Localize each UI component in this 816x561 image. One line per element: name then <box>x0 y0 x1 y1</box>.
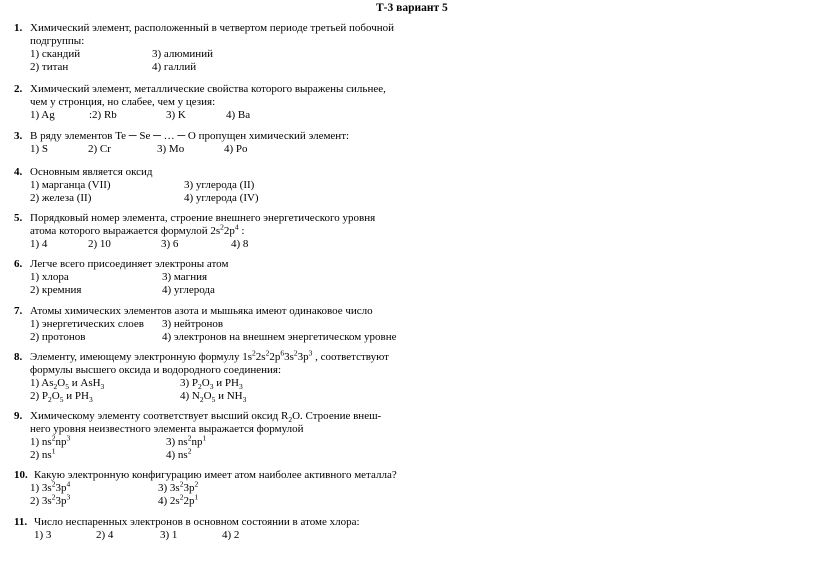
question-number: 7. <box>14 305 23 317</box>
formula-text: 4) 2s <box>158 495 180 507</box>
question-9 <box>14 410 381 462</box>
subscript: 5 <box>59 395 64 405</box>
formula-text: 1) 3s <box>30 482 52 494</box>
option-2[interactable]: 2) железа (II) <box>30 192 92 204</box>
option-4[interactable]: 4) Ba <box>226 109 251 121</box>
formula-text: 2) P <box>30 390 49 402</box>
question-11 <box>14 516 360 542</box>
question-text: него уровня неизвестного элемента выражается формулой <box>30 423 304 435</box>
formula-text: 3) 3s <box>158 482 180 494</box>
option-2[interactable] <box>30 390 93 403</box>
superscript: 2 <box>194 479 199 489</box>
option-3[interactable]: 3) алюминий <box>152 48 213 60</box>
option-3[interactable]: 3) нейтронов <box>162 318 224 330</box>
formula-text: O <box>203 390 212 402</box>
formula-text: 4) ns <box>166 449 188 461</box>
question-text: O. Строение внеш- <box>292 410 382 422</box>
option-4[interactable]: 4) электронов на внешнем энергетическом уровне <box>162 331 397 343</box>
formula-text: 2p <box>183 495 195 507</box>
formula-text: 1) ns <box>30 436 52 448</box>
question-text: подгруппы: <box>30 35 85 47</box>
subscript: 5 <box>211 395 216 405</box>
option-4[interactable] <box>166 446 192 462</box>
option-1[interactable]: 1) скандий <box>30 48 81 60</box>
question-number: 2. <box>14 83 23 95</box>
superscript: 4 <box>234 222 239 232</box>
option-4[interactable] <box>158 492 199 508</box>
option-4[interactable]: 4) углерода (IV) <box>184 192 259 204</box>
question-number: 11. <box>14 516 28 528</box>
option-3[interactable]: 3) углерода (II) <box>184 179 255 191</box>
question-5 <box>14 212 375 251</box>
superscript: 6 <box>280 348 285 358</box>
question-text: Какую электронную конфигурацию имеет атом наиболее активного металла? <box>34 469 397 481</box>
formula-text: 2p <box>269 351 281 363</box>
superscript: 3 <box>66 433 71 443</box>
subscript: 2 <box>48 395 52 405</box>
question-number: 3. <box>14 130 23 142</box>
option-3[interactable] <box>158 479 199 495</box>
superscript: 2 <box>179 479 184 489</box>
option-1[interactable]: 1) S <box>30 143 49 155</box>
formula-text: O <box>51 390 60 402</box>
question-text: Легче всего присоединяет электроны атом <box>30 258 229 270</box>
formula-text: и NH <box>215 390 243 402</box>
worksheet-title: Т-3 вариант 5 <box>376 2 448 14</box>
formula-text: 2) 3s <box>30 495 52 507</box>
subscript: 3 <box>242 395 247 405</box>
formula-text: 3p <box>297 351 309 363</box>
question-2 <box>14 83 386 122</box>
formula-text: 3) P <box>180 377 199 389</box>
superscript: 1 <box>51 446 56 456</box>
option-2[interactable]: 2) 4 <box>96 529 114 541</box>
question-text: формулы высшего оксида и водородного соединения: <box>30 364 282 376</box>
formula-text: и AsH <box>68 377 101 389</box>
formula-text: O <box>201 377 210 389</box>
formula-text: np <box>191 436 203 448</box>
subscript: 2 <box>198 382 202 392</box>
formula-text: 3p <box>183 482 195 494</box>
question-text: Основным является оксид <box>30 166 153 178</box>
option-4[interactable]: 4) 8 <box>231 238 249 250</box>
option-3[interactable]: 3) Mo <box>157 143 185 155</box>
option-2[interactable]: 2) Cr <box>88 143 111 155</box>
option-2[interactable] <box>30 492 71 508</box>
formula-text: : <box>238 225 245 237</box>
option-1[interactable]: 1) марганца (VII) <box>30 179 111 191</box>
question-text: Химический элемент, металлические свойства которого выражены сильнее, <box>30 83 386 95</box>
superscript: 2 <box>51 433 56 443</box>
option-3[interactable] <box>166 433 207 449</box>
question-7 <box>14 305 397 344</box>
option-2[interactable]: 2) титан <box>30 61 69 73</box>
formula-text: 2s <box>255 351 266 363</box>
question-number: 5. <box>14 212 23 224</box>
superscript: 2 <box>265 348 270 358</box>
question-number: 10. <box>14 469 28 481</box>
formula-text: и PH <box>63 390 89 402</box>
superscript: 1 <box>202 433 207 443</box>
question-text: Химический элемент, расположенный в четвертом периоде третьей побочной <box>30 22 395 34</box>
option-2[interactable]: 2) 10 <box>88 238 111 250</box>
question-text: Порядковый номер элемента, строение внешнего энергетического уровня <box>30 212 376 224</box>
option-3[interactable]: 3) 1 <box>160 529 178 541</box>
superscript: 2 <box>293 348 298 358</box>
question-text: В ряду элементов Te ─ Se ─ … ─ O пропущен химический элемент: <box>30 130 350 142</box>
superscript: 2 <box>220 222 224 232</box>
option-3[interactable] <box>180 377 243 390</box>
subscript: 3 <box>100 382 105 392</box>
question-10 <box>14 469 397 508</box>
option-1[interactable] <box>30 377 104 390</box>
option-1[interactable]: 1) 3 <box>34 529 52 541</box>
subscript: 2 <box>53 382 58 392</box>
question-text: Атомы химических элементов азота и мышьяка имеют одинаковое число <box>30 305 373 317</box>
option-4[interactable] <box>180 390 246 403</box>
question-text: Элементу, имеющему электронную формулу 1s <box>30 351 253 363</box>
question-3 <box>14 130 349 156</box>
option-1[interactable]: 1) хлора <box>30 271 69 283</box>
formula-text: и PH <box>213 377 239 389</box>
question-number: 4. <box>14 166 23 178</box>
option-4[interactable]: 4) галлий <box>152 61 197 73</box>
option-2[interactable] <box>30 446 56 462</box>
subscript: 2 <box>199 395 204 405</box>
formula-text: 1) As <box>30 377 54 389</box>
formula-text: 2) ns <box>30 449 52 461</box>
formula-text: 4) N <box>180 390 200 402</box>
superscript: 1 <box>194 492 199 502</box>
option-1[interactable]: 1) энергетических слоев <box>30 318 144 330</box>
question-text: чем у стронция, но слабее, чем у цезия: <box>30 96 216 108</box>
question-text: Число неспаренных электронов в основном состоянии в атоме хлора: <box>34 516 360 528</box>
superscript: 2 <box>252 348 256 358</box>
option-1[interactable]: 1) 4 <box>30 238 48 250</box>
option-4[interactable]: 4) углерода <box>162 284 215 296</box>
formula-text: 3) ns <box>166 436 188 448</box>
question-1 <box>14 22 394 74</box>
subscript: 3 <box>238 382 243 392</box>
formula-text: O <box>57 377 66 389</box>
superscript: 2 <box>187 433 192 443</box>
formula-text: 3p <box>55 495 67 507</box>
superscript: 2 <box>179 492 184 502</box>
option-3[interactable]: 3) K <box>166 109 186 121</box>
option-2[interactable]: :2) Rb <box>89 109 117 121</box>
option-1[interactable]: 1) Ag <box>30 109 55 121</box>
formula-text: атома которого выражается формулой 2s <box>30 225 221 237</box>
option-1[interactable] <box>30 479 71 495</box>
subscript: 3 <box>88 395 93 405</box>
question-8 <box>14 348 389 405</box>
superscript: 2 <box>187 446 192 456</box>
superscript: 3 <box>66 492 71 502</box>
formula-text: np <box>55 436 67 448</box>
question-number: 6. <box>14 258 23 270</box>
question-text: , соответствуют <box>312 351 389 363</box>
formula-text: 2p <box>223 225 235 237</box>
question-6 <box>14 258 228 297</box>
option-3[interactable]: 3) 6 <box>161 238 179 250</box>
option-1[interactable] <box>30 433 71 449</box>
question-4 <box>14 166 259 205</box>
question-number: 1. <box>14 22 23 34</box>
subscript: 2 <box>288 415 293 425</box>
superscript: 2 <box>51 492 56 502</box>
option-3[interactable]: 3) магния <box>162 271 208 283</box>
question-text: Химическому элементу соответствует высший оксид R <box>30 410 289 422</box>
option-4[interactable]: 4) 2 <box>222 529 240 541</box>
superscript: 2 <box>51 479 56 489</box>
superscript: 4 <box>66 479 71 489</box>
formula-text: 3p <box>55 482 67 494</box>
subscript: 5 <box>65 382 69 392</box>
subscript: 3 <box>209 382 214 392</box>
option-2[interactable]: 2) кремния <box>30 284 82 296</box>
option-2[interactable]: 2) протонов <box>30 331 86 343</box>
superscript: 3 <box>308 348 313 358</box>
option-4[interactable]: 4) Po <box>224 143 248 155</box>
question-number: 9. <box>14 410 23 422</box>
formula-text: 3s <box>284 351 294 363</box>
question-number: 8. <box>14 351 23 363</box>
